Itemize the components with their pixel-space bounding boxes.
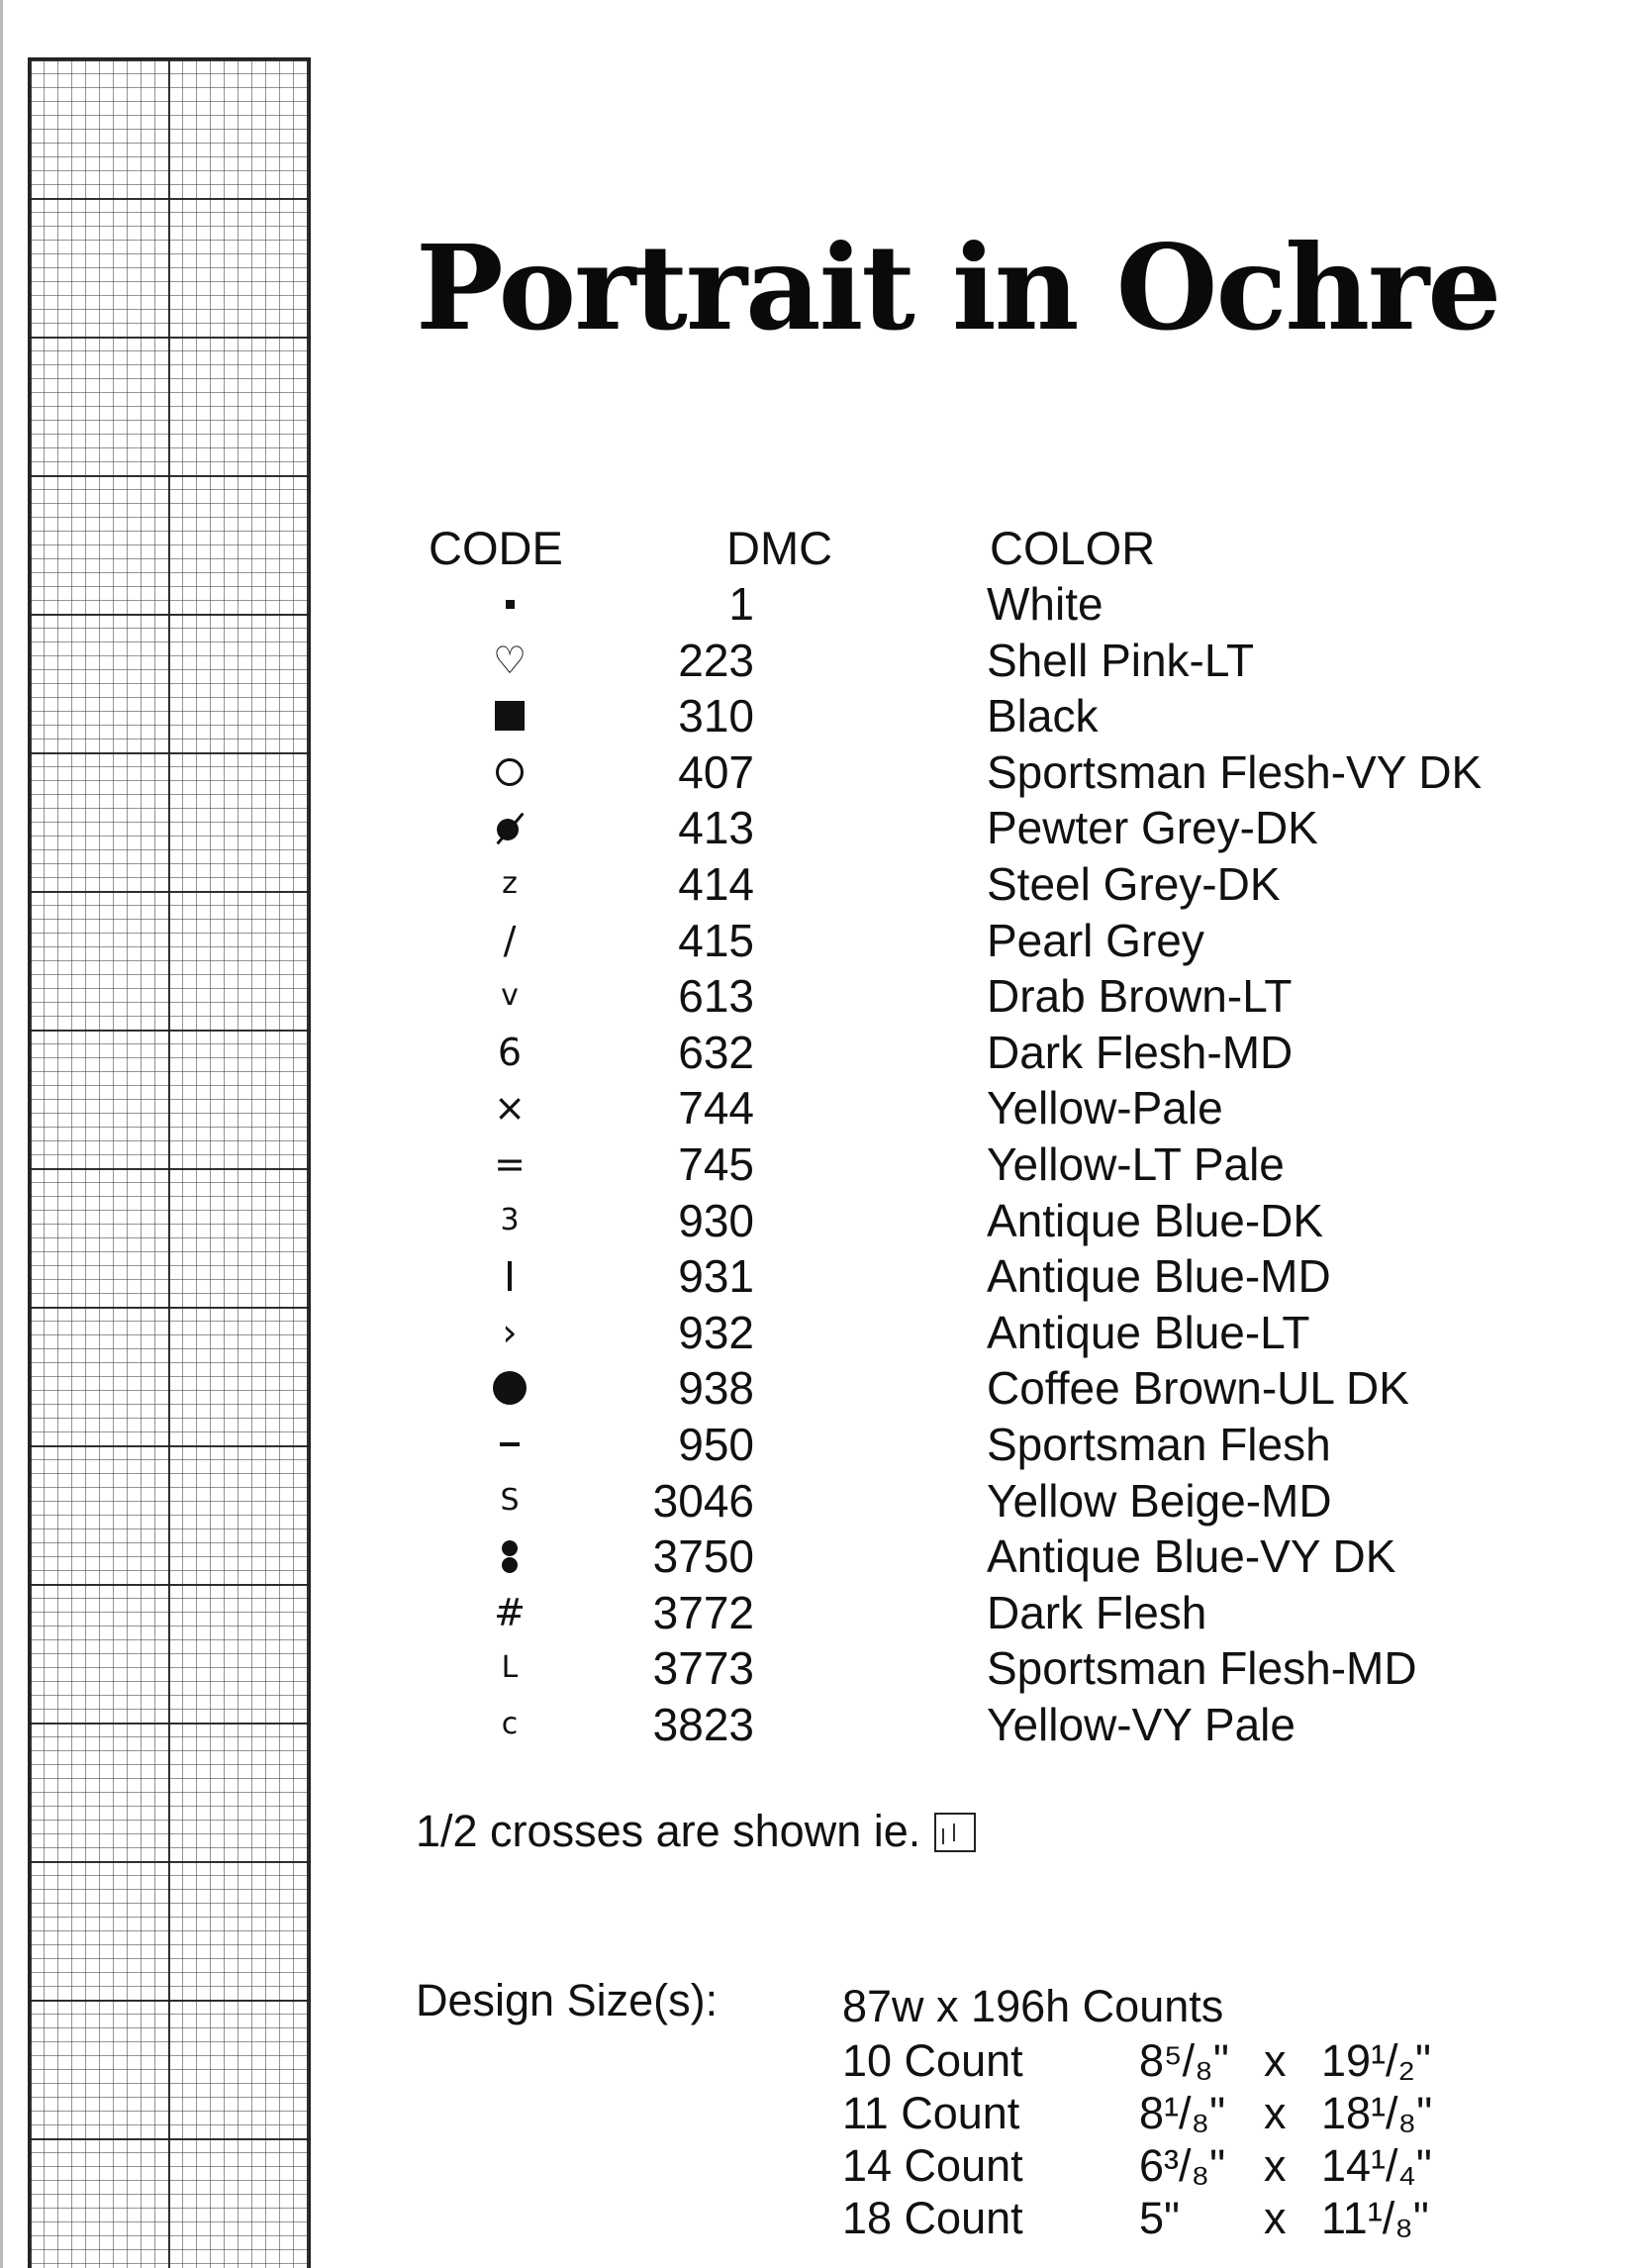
dmc-number: 613 xyxy=(678,970,754,1023)
key-row xyxy=(396,633,1583,689)
size-height: 18¹/₈" xyxy=(1321,2088,1433,2138)
symbol-glyph: z xyxy=(502,865,518,901)
symbol-glyph: 6 xyxy=(497,1030,523,1074)
chart-grid-strip xyxy=(28,57,311,2268)
color-name: Dark Flesh xyxy=(987,1586,1207,1638)
color-name: Yellow-LT Pale xyxy=(987,1137,1285,1190)
dmc-number: 950 xyxy=(678,1418,754,1470)
key-row xyxy=(396,1417,1583,1473)
key-row xyxy=(396,1136,1583,1193)
size-x: x xyxy=(1264,2193,1287,2243)
color-name: Yellow Beige-MD xyxy=(987,1474,1332,1527)
color-name: Sportsman Flesh xyxy=(987,1418,1331,1470)
dmc-number: 310 xyxy=(678,690,754,742)
color-key-list xyxy=(396,576,1583,1752)
dmc-number: 744 xyxy=(678,1082,754,1134)
size-row xyxy=(842,2034,1594,2087)
size-width: 5" xyxy=(1139,2193,1181,2243)
color-name: White xyxy=(987,578,1103,630)
color-name: Drab Brown-LT xyxy=(987,970,1293,1023)
size-x: x xyxy=(1264,2088,1287,2138)
key-row xyxy=(396,1640,1583,1697)
design-size-counts: 87w x 196h Counts xyxy=(842,1981,1224,2031)
key-row xyxy=(396,1025,1583,1081)
key-row xyxy=(396,1248,1583,1305)
dmc-number: 938 xyxy=(678,1362,754,1415)
color-name: Sportsman Flesh-VY DK xyxy=(987,745,1483,798)
half-crosses-note xyxy=(416,1804,976,1859)
symbol-glyph: # xyxy=(494,1590,526,1634)
color-name: Yellow-Pale xyxy=(987,1082,1223,1134)
key-row xyxy=(396,1473,1583,1529)
color-name: Antique Blue-LT xyxy=(987,1306,1310,1358)
key-row xyxy=(396,856,1583,913)
page-edge xyxy=(0,0,3,2268)
key-row xyxy=(396,1585,1583,1641)
design-size-label: Design Size(s): xyxy=(416,1975,719,2025)
color-name: Pearl Grey xyxy=(987,914,1204,966)
dmc-number: 3772 xyxy=(652,1586,754,1638)
dmc-number: 745 xyxy=(678,1137,754,1190)
color-name: Steel Grey-DK xyxy=(987,857,1281,910)
size-row xyxy=(842,2192,1594,2244)
size-height: 14¹/₄" xyxy=(1321,2140,1432,2191)
dmc-number: 3773 xyxy=(652,1642,754,1695)
dmc-number: 3750 xyxy=(652,1530,754,1583)
dmc-number: 407 xyxy=(678,745,754,798)
size-width: 8¹/₈" xyxy=(1139,2088,1226,2138)
dmc-number: 414 xyxy=(678,857,754,910)
dmc-number: 223 xyxy=(678,634,754,686)
size-x: x xyxy=(1264,2140,1287,2191)
dmc-number: 932 xyxy=(678,1306,754,1358)
color-name: Shell Pink-LT xyxy=(987,634,1255,686)
dmc-number: 3823 xyxy=(652,1698,754,1750)
color-name: Antique Blue-VY DK xyxy=(987,1530,1396,1583)
dmc-number: 931 xyxy=(678,1250,754,1303)
size-width: 6³/₈" xyxy=(1139,2140,1226,2191)
color-name: Pewter Grey-DK xyxy=(987,802,1318,854)
symbol-glyph: L xyxy=(501,1650,519,1686)
header-dmc: DMC xyxy=(726,522,833,574)
symbol-glyph: × xyxy=(494,1086,526,1131)
dmc-number: 930 xyxy=(678,1194,754,1246)
symbol-glyph: v xyxy=(501,978,519,1014)
color-name: Antique Blue-MD xyxy=(987,1250,1331,1303)
size-x: x xyxy=(1264,2035,1287,2086)
size-height: 11¹/₈" xyxy=(1321,2193,1429,2243)
symbol-glyph: 3 xyxy=(500,1202,520,1237)
key-row xyxy=(396,688,1583,744)
color-name: Yellow-VY Pale xyxy=(987,1698,1295,1750)
color-name: Sportsman Flesh-MD xyxy=(987,1642,1417,1695)
symbol-glyph: › xyxy=(502,1310,518,1354)
key-row xyxy=(396,744,1583,801)
half-crosses-text: 1/2 crosses are shown ie. xyxy=(416,1806,921,1856)
key-row xyxy=(396,1193,1583,1249)
dmc-number: 632 xyxy=(678,1026,754,1078)
key-row xyxy=(396,913,1583,969)
key-row xyxy=(396,576,1583,633)
half-cross-icon xyxy=(934,1813,976,1852)
dmc-number: 415 xyxy=(678,914,754,966)
key-row xyxy=(396,800,1583,856)
design-size-table xyxy=(842,1979,1594,2244)
color-name: Coffee Brown-UL DK xyxy=(987,1362,1409,1415)
header-color: COLOR xyxy=(990,522,1156,574)
color-name: Black xyxy=(987,690,1099,742)
color-name: Dark Flesh-MD xyxy=(987,1026,1294,1078)
size-height: 19¹/₂" xyxy=(1321,2035,1431,2086)
key-row xyxy=(396,968,1583,1025)
dmc-number: 413 xyxy=(678,802,754,854)
key-row xyxy=(396,1360,1583,1417)
dmc-number: 3046 xyxy=(652,1474,754,1527)
color-name: Antique Blue-DK xyxy=(987,1194,1324,1246)
symbol-glyph: / xyxy=(503,918,517,962)
header-code: CODE xyxy=(429,522,563,574)
size-count: 11 Count xyxy=(842,2088,1020,2138)
page-title: Portrait in Ochre xyxy=(416,219,1500,356)
dmc-number: 1 xyxy=(728,578,754,630)
symbol-glyph: c xyxy=(501,1706,519,1741)
symbol-glyph: S xyxy=(500,1482,520,1518)
key-row xyxy=(396,1080,1583,1136)
symbol-glyph: = xyxy=(494,1141,526,1186)
key-row xyxy=(396,1528,1583,1585)
key-row xyxy=(396,1305,1583,1361)
size-row xyxy=(842,2087,1594,2139)
size-count: 10 Count xyxy=(842,2035,1023,2086)
symbol-glyph: ♡ xyxy=(492,638,528,682)
size-row xyxy=(842,2139,1594,2192)
size-count: 14 Count xyxy=(842,2140,1023,2191)
size-count: 18 Count xyxy=(842,2193,1023,2243)
key-row xyxy=(396,1697,1583,1753)
size-width: 8⁵/₈" xyxy=(1139,2035,1229,2086)
